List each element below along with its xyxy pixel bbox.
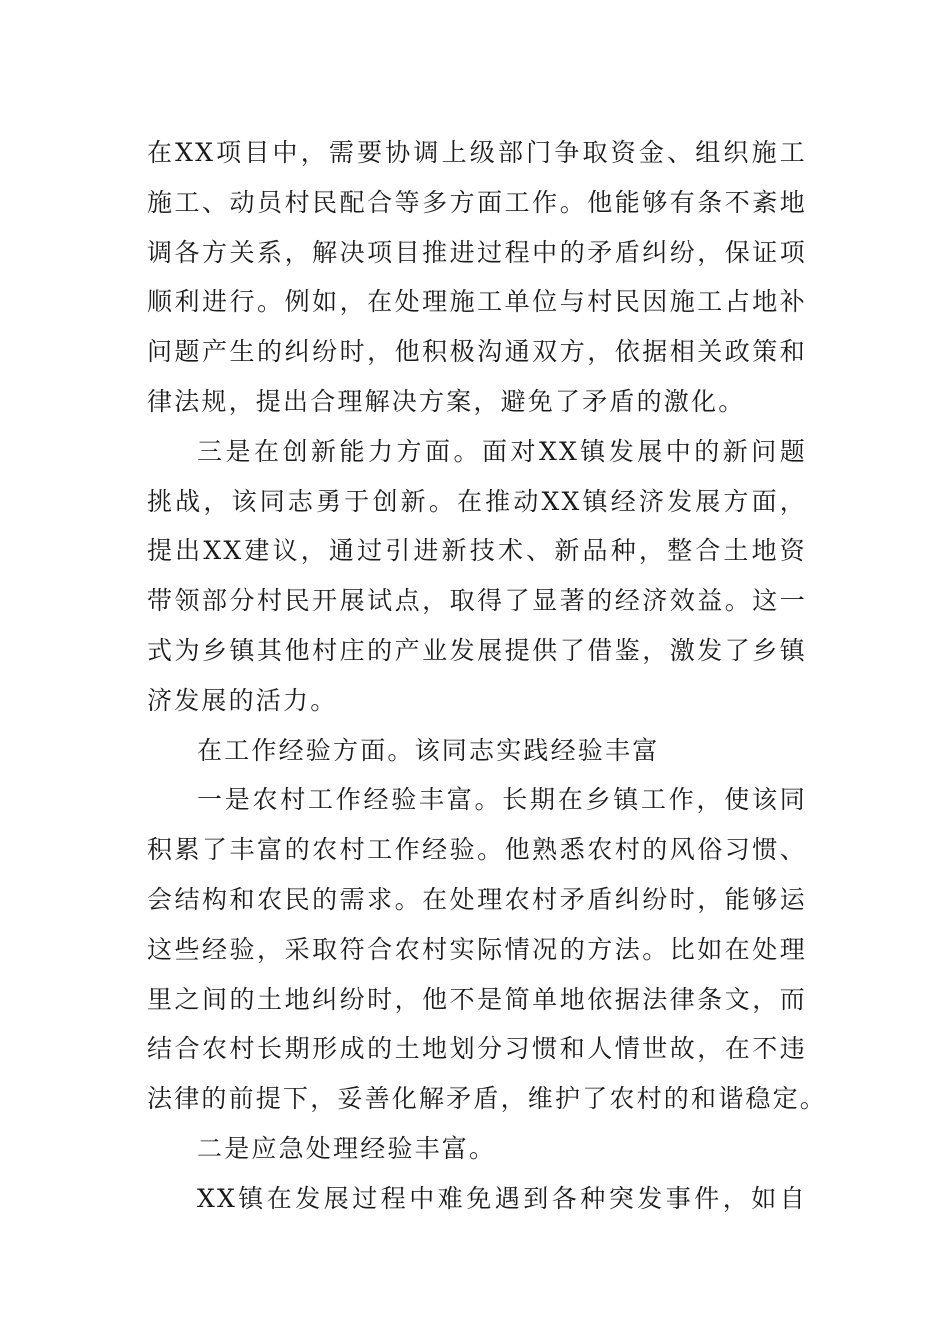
text-line: 带领部分村民开展试点，取得了显著的经济效益。这一: [147, 586, 807, 616]
text-line: 施工、动员村民配合等多方面工作。他能够有条不紊地: [147, 187, 807, 217]
body-text: [147, 128, 828, 1224]
subsection-heading: 二是应急处理经验丰富。: [197, 1133, 497, 1163]
text-line: 这些经验，采取符合农村实际情况的方法。比如在处理: [147, 934, 807, 964]
text-line: 里之间的土地纠纷时，他不是简单地依据法律条文，而: [147, 984, 807, 1014]
text-line: 结合农村长期形成的土地划分习惯和人情世故，在不违: [147, 1034, 807, 1064]
paragraph-start-line: XX镇在发展过程中难免遇到各种突发事件，如自: [197, 1183, 807, 1213]
text-line: 提出XX建议，通过引进新技术、新品种，整合土地资: [147, 536, 807, 566]
text-line: 式为乡镇其他村庄的产业发展提供了借鉴，激发了乡镇: [147, 635, 807, 665]
text-line: 挑战，该同志勇于创新。在推动XX镇经济发展方面，: [147, 486, 807, 516]
text-line: 积累了丰富的农村工作经验。他熟悉农村的风俗习惯、: [147, 835, 807, 865]
text-line: 在XX项目中，需要协调上级部门争取资金、组织施工: [147, 138, 807, 167]
text-line: 律法规，提出合理解决方案，避免了矛盾的激化。: [147, 386, 746, 416]
text-line: 会结构和农民的需求。在处理农村矛盾纠纷时，能够运: [147, 884, 807, 914]
text-line: 法律的前提下，妥善化解矛盾，维护了农村的和谐稳定。: [147, 1084, 828, 1114]
text-line: 顺利进行。例如，在处理施工单位与村民因施工占地补: [147, 287, 807, 317]
text-line: 问题产生的纠纷时，他积极沟通双方，依据相关政策和: [147, 337, 807, 367]
text-line: 济发展的活力。: [147, 685, 338, 715]
text-line: 调各方关系，解决项目推进过程中的矛盾纠纷，保证项: [147, 237, 807, 267]
paragraph-start-line: 三是在创新能力方面。面对XX镇发展中的新问题: [197, 436, 807, 466]
paragraph-start-line: 一是农村工作经验丰富。长期在乡镇工作，使该同: [197, 785, 807, 815]
section-heading: 在工作经验方面。该同志实践经验丰富: [197, 735, 660, 765]
